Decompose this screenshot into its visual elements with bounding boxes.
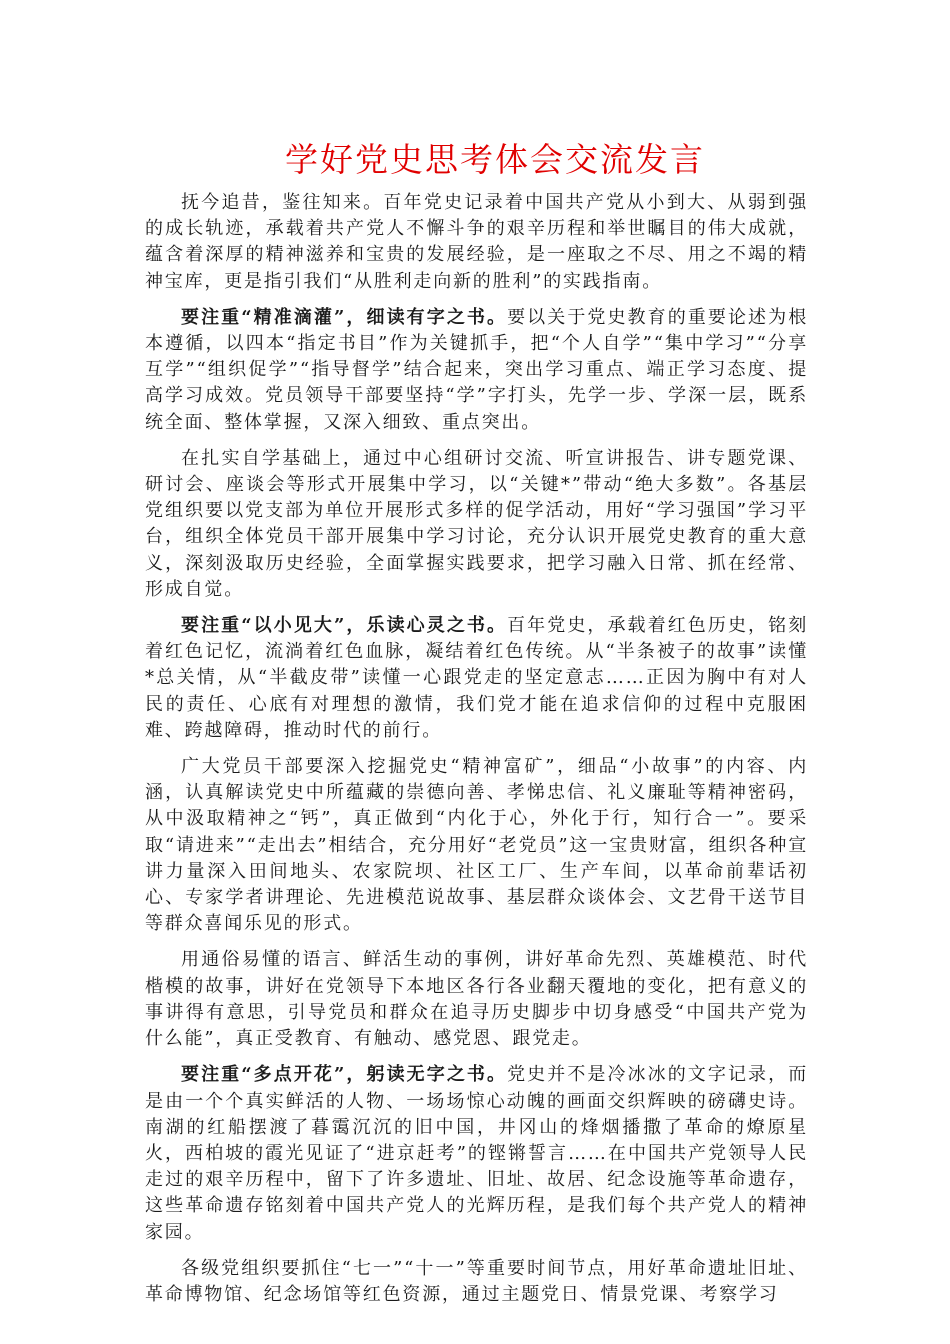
paragraph-2 [145, 305, 808, 436]
paragraph-lead: 要注重“多点开花”，躬读无字之书。 [181, 1064, 508, 1086]
paragraph-lead: 要注重“以小见大”，乐读心灵之书。 [181, 615, 508, 637]
paragraph-text: 用通俗易懂的语言、鲜活生动的事例，讲好革命先烈、英雄模范、时代楷模的故事，讲好在党领导下本地区各行各业翻天覆地的变化，把有意义的事讲得有意思，引导党员和群众在追寻历史脚步中切身感受“中国共产党为什么能”，真正受教育、有触动、感党恩、跟党走。 [145, 949, 808, 1050]
paragraph-text: 党史并不是冷冰冰的文字记录，而是由一个个真实鲜活的人物、一场场惊心动魄的画面交织辉映的磅礴史诗。南湖的红船摆渡了暮霭沉沉的旧中国，井冈山的烽烟播撒了革命的燎原星火，西柏坡的霞光见证了“进京赶考”的铿锵誓言……在中国共产党领导人民走过的艰辛历程中，留下了许多遗址、旧址、故居、纪念设施等革命遗存，这些革命遗存铭刻着中国共产党人的光辉历程，是我们每个共产党人的精神家园。 [145, 1064, 808, 1243]
paragraph-1 [145, 190, 808, 295]
paragraph-4 [145, 613, 808, 744]
paragraph-text: 百年党史，承载着红色历史，铭刻着红色记忆，流淌着红色血脉，凝结着红色传统。从“半条被子的故事”读懂*总关情，从“半截皮带”读懂一心跟党走的坚定意志……正因为胸中有对人民的责任、心底有对理想的激情，我们党才能在追求信仰的过程中克服困难、跨越障碍，推动时代的前行。 [145, 615, 808, 741]
paragraph-6 [145, 947, 808, 1052]
document-title: 学好党史思考体会交流发言 [285, 140, 705, 179]
paragraph-3 [145, 446, 808, 603]
paragraph-7 [145, 1062, 808, 1245]
document-body [145, 190, 808, 1318]
paragraph-text: 抚今追昔，鉴往知来。百年党史记录着中国共产党从小到大、从弱到强的成长轨迹，承载着共产党人不懈斗争的艰辛历程和举世瞩目的伟大成就，蕴含着深厚的精神滋养和宝贵的发展经验，是一座取之不尽、用之不竭的精神宝库，更是指引我们“从胜利走向新的胜利”的实践指南。 [145, 192, 808, 292]
paragraph-text: 在扎实自学基础上，通过中心组研讨交流、听宣讲报告、讲专题党课、研讨会、座谈会等形式开展集中学习，以“关键*”带动“绝大多数”。各基层党组织要以党支部为单位开展形式多样的促学活动，用好“学习强国”学习平台，组织全体党员干部开展集中学习讨论，充分认识开展党史教育的重大意义，深刻汲取历史经验，全面掌握实践要求，把学习融入日常、抓在经常、形成自觉。 [145, 447, 808, 600]
paragraph-8 [145, 1256, 808, 1308]
paragraph-5 [145, 754, 808, 937]
paragraph-text: 广大党员干部要深入挖掘党史“精神富矿”，细品“小故事”的内容、内涵，认真解读党史中所蕴藏的崇德向善、孝悌忠信、礼义廉耻等精神密码，从中汲取精神之“钙”，真正做到“内化于心，外化于行，知行合一”。要采取“请进来”“走出去”相结合，充分用好“老党员”这一宝贵财富，组织各种宣讲力量深入田间地头、农家院坝、社区工厂、生产车间，以革命前辈话初心、专家学者讲理论、先进模范说故事、基层群众谈体会、文艺骨干送节目等群众喜闻乐见的形式。 [145, 756, 808, 935]
paragraph-lead: 要注重“精准滴灌”，细读有字之书。 [181, 306, 508, 328]
paragraph-text: 各级党组织要抓住“七一”“十一”等重要时间节点，用好革命遗址旧址、革命博物馆、纪念场馆等红色资源，通过主题党日、情景党课、考察学习 [145, 1257, 808, 1305]
paragraph-text: 要以关于党史教育的重要论述为根本遵循，以四本“指定书目”作为关键抓手，把“个人自学”“集中学习”“分享互学”“组织促学”“指导督学”结合起来，突出学习重点、端正学习态度、提高学习成效。党员领导干部要坚持“学”字打头，先学一步、学深一层，既系统全面、整体掌握，又深入细致、重点突出。 [145, 306, 808, 433]
